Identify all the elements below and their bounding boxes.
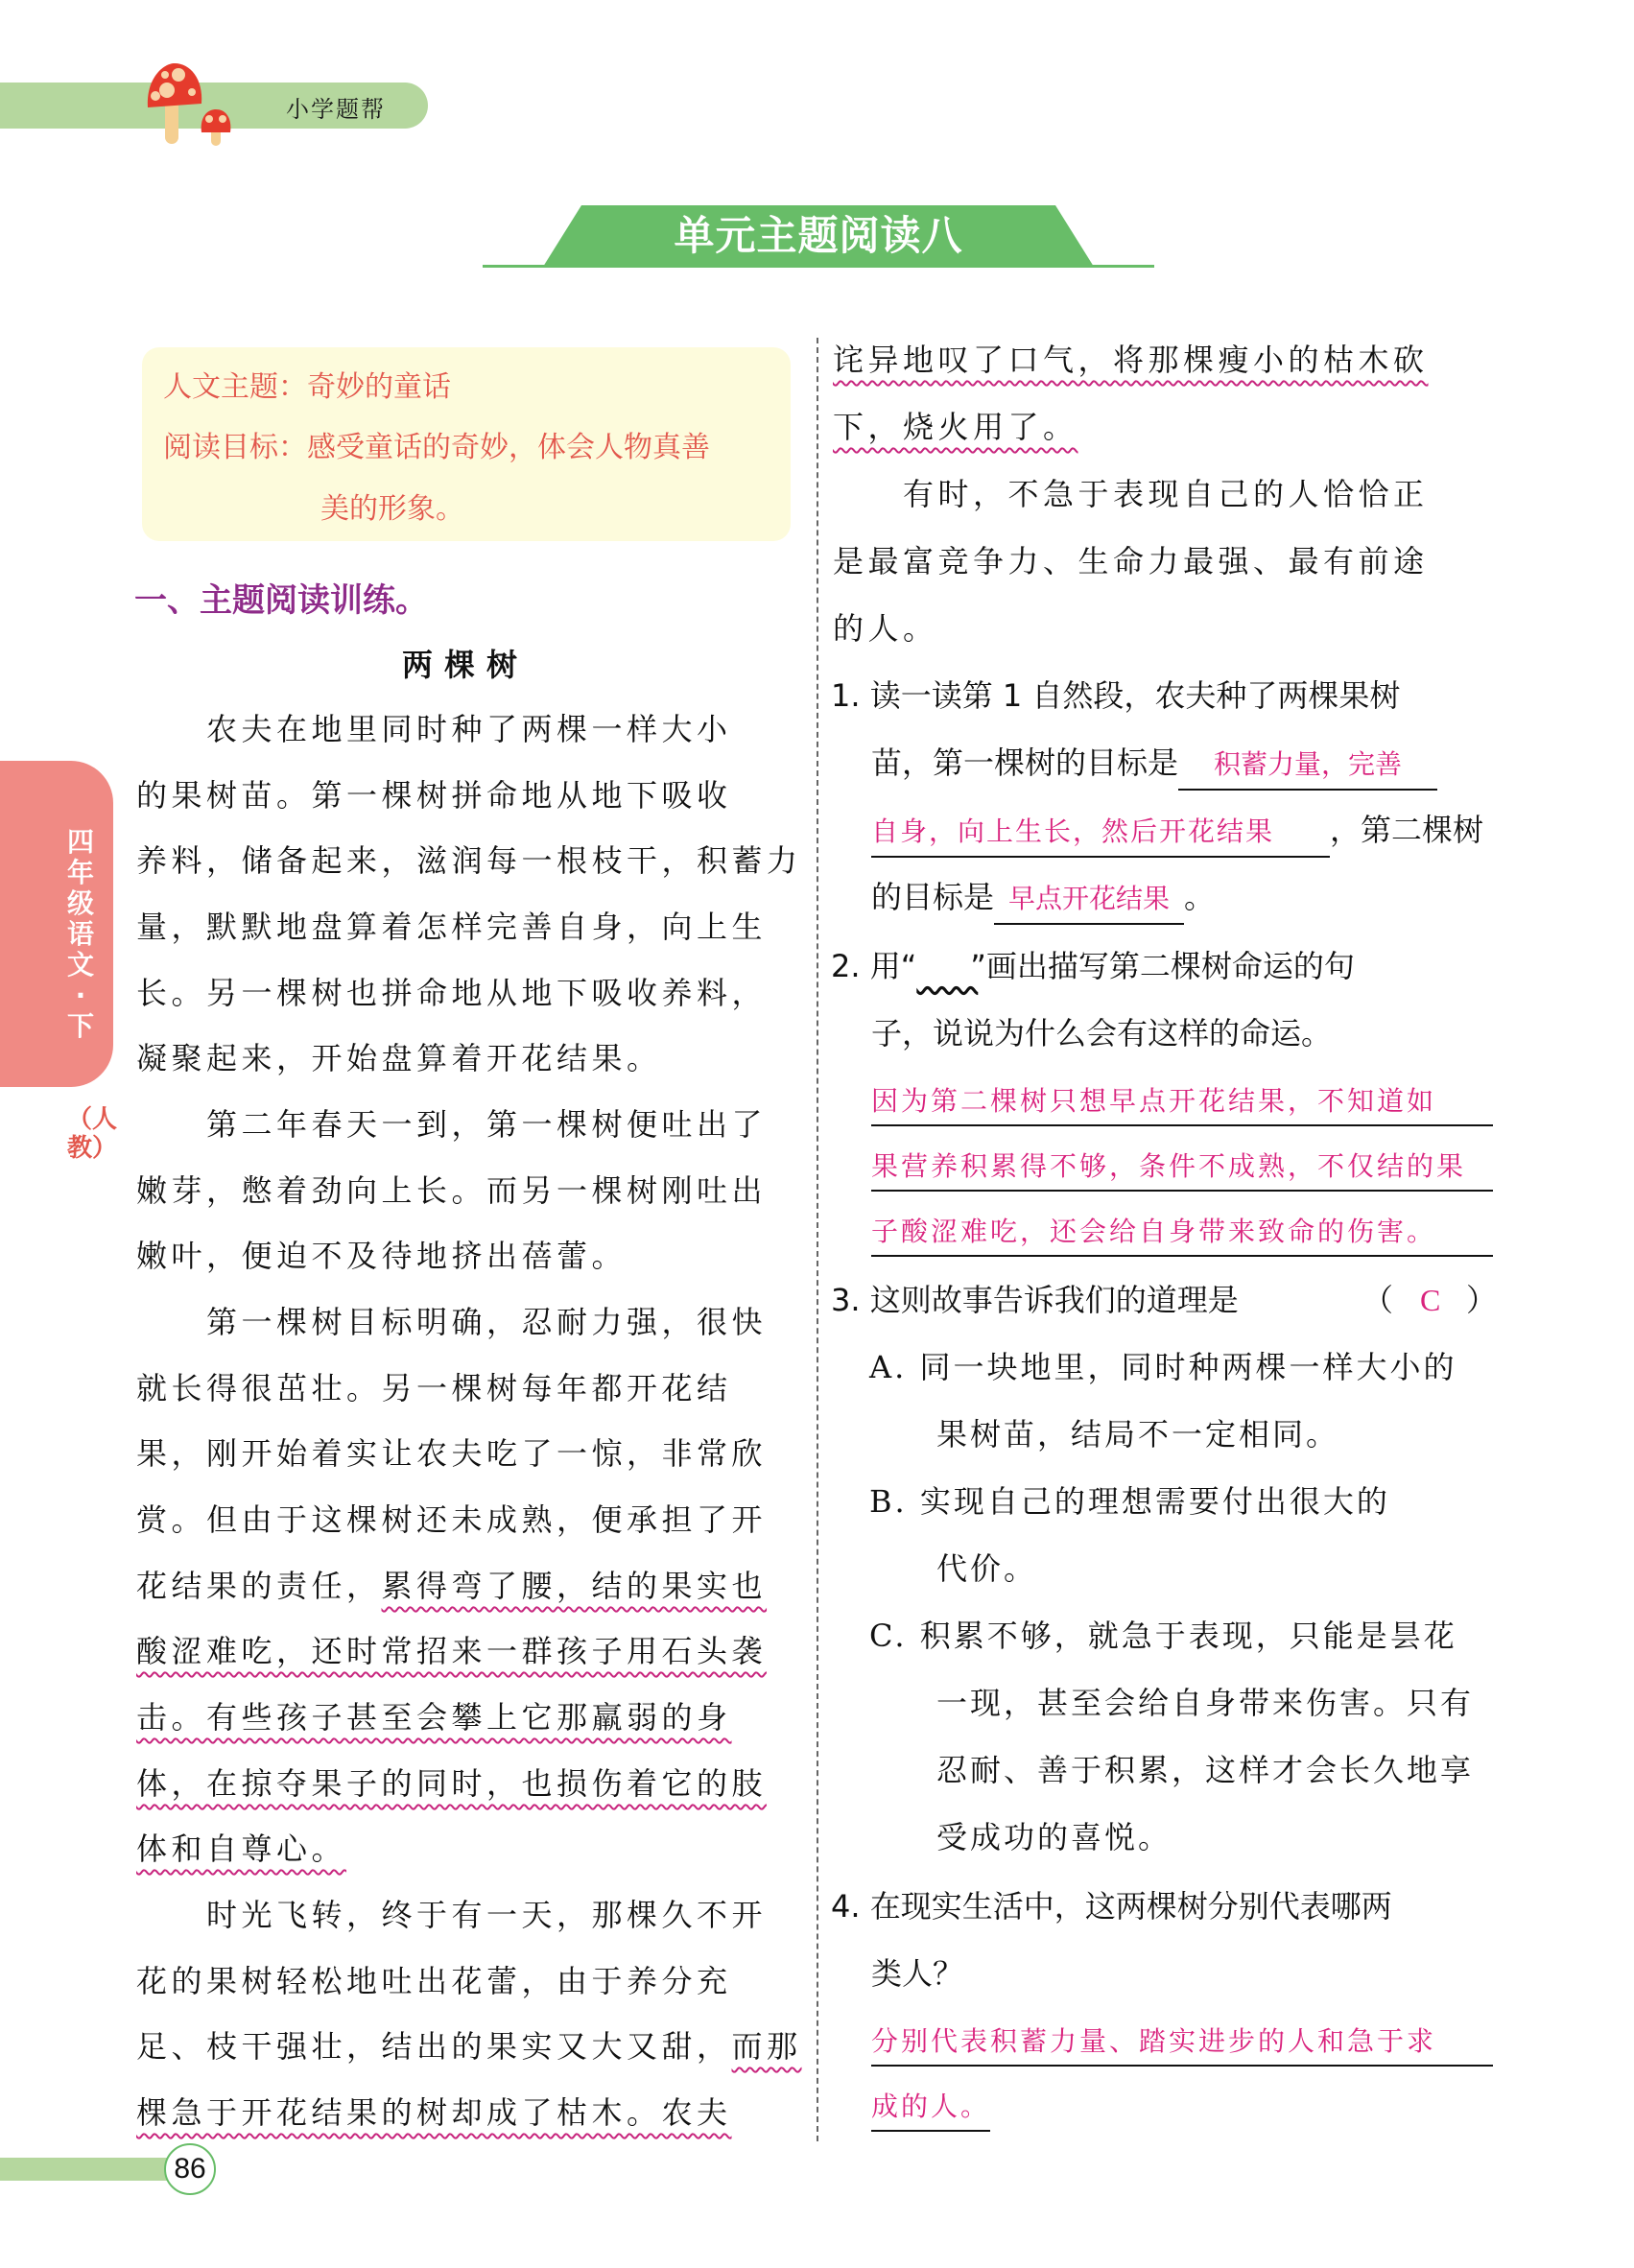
story-line <box>136 1825 798 1873</box>
answer-line[interactable]: 分别代表积蓄力量、踏实进步的人和急于求 <box>871 2019 1493 2067</box>
answer-choice[interactable]: C <box>1420 1283 1441 1317</box>
story-line: 凝聚起来，开始盘算着开花结果。 <box>136 1040 662 1076</box>
side-tab <box>0 761 113 1087</box>
story-line: 嫩芽，憋着劲向上长。而另一棵树刚吐出 <box>136 1172 768 1209</box>
question-1-line4: 的目标是 早点开花结果 。 <box>871 873 1215 925</box>
grade-label: 四年级语文·下 <box>66 826 94 1042</box>
publisher-label: （人教） <box>67 1105 118 1163</box>
answer-paren-close: ） <box>1466 1282 1498 1318</box>
wavy-underlined-text: 而那 <box>731 2028 802 2065</box>
story-line: 第一棵树目标明确，忍耐力强，很快 <box>136 1304 768 1340</box>
story-line: 花的果树轻松地吐出花蕾，由于养分充 <box>136 1963 732 1999</box>
option-c-cont: 一现，甚至会给自身带来伤害。只有 <box>869 1685 1475 1721</box>
question-4-stem: 4. 在现实生活中，这两棵树分别代表哪两 <box>831 1888 1392 1925</box>
story-line <box>833 336 1495 384</box>
column-divider <box>817 338 818 2141</box>
question-3-stem: 3. 这则故事告诉我们的道理是 <box>831 1282 1239 1318</box>
footer-band <box>0 2158 171 2181</box>
wavy-line-symbol <box>916 942 970 990</box>
option-a: A. 同一块地里，同时种两棵一样大小的 <box>869 1349 1457 1385</box>
option-c: C. 积累不够，就急于表现，只能是昙花 <box>869 1618 1457 1654</box>
story-line: 果，刚开始着实让农夫吃了一惊，非常欣 <box>136 1435 768 1472</box>
story-line: 有时，不急于表现自己的人恰恰正 <box>833 476 1429 512</box>
wavy-underlined-text: 诧异地叹了口气，将那棵瘦小的枯木砍 <box>833 342 1429 378</box>
story-line: 农夫在地里同时种了两棵一样大小 <box>136 711 732 747</box>
answer-line[interactable]: 子酸涩难吃，还会给自身带来致命的伤害。 <box>871 1209 1493 1257</box>
answer-line[interactable]: 果营养积累得不够，条件不成熟，不仅结的果 <box>871 1144 1493 1192</box>
story-line: 就长得很茁壮。另一棵树每年都开花结 <box>136 1370 732 1406</box>
story-line: 的果树苗。第一棵树拼命地从地下吸收 <box>136 777 732 814</box>
wavy-underlined-text: 酸涩难吃，还时常招来一群孩子用石头袭 <box>136 1633 768 1669</box>
question-1-line3: 自身，向上生长，然后开花结果 ，第二棵树 <box>871 806 1483 858</box>
story-line <box>833 403 1495 451</box>
wavy-underlined-text: 击。有些孩子甚至会攀上它那羸弱的身 <box>136 1699 732 1736</box>
answer-blank[interactable]: 早点开花结果 <box>994 875 1184 925</box>
story-line: 足、枝干强壮，结出的果实又大又甜，而那 <box>136 2028 802 2065</box>
page-title: 单元主题阅读八 <box>674 212 963 259</box>
story-line: 嫩叶，便迫不及待地挤出蓓蕾。 <box>136 1238 628 1274</box>
story-line: 时光飞转，终于有一天，那棵久不开 <box>136 1897 768 1933</box>
story-line: 花结果的责任，累得弯了腰，结的果实也 <box>136 1568 768 1604</box>
answer-blank[interactable]: 积蓄力量，完善 <box>1178 741 1437 791</box>
page-number: 86 <box>164 2143 216 2195</box>
theme-label: 人文主题：奇妙的童话 <box>163 370 451 404</box>
story-line: 量，默默地盘算着怎样完善自身，向上生 <box>136 909 768 945</box>
option-a-cont: 果树苗，结局不一定相同。 <box>869 1416 1340 1453</box>
story-line: 第二年春天一到，第一棵树便吐出了 <box>136 1106 768 1143</box>
wavy-underlined-text: 累得弯了腰，结的果实也 <box>381 1568 768 1604</box>
option-c-cont: 忍耐、善于积累，这样才会长久地享 <box>869 1752 1475 1788</box>
story-line: 长。另一棵树也拼命地从地下吸收养料， <box>136 975 768 1011</box>
question-4-line2: 类人？ <box>871 1955 964 1992</box>
answer-blank[interactable]: 自身，向上生长，然后开花结果 <box>871 808 1330 858</box>
brand-label: 小学题帮 <box>286 96 386 123</box>
option-b-cont: 代价。 <box>869 1550 1038 1587</box>
option-c-cont: 受成功的喜悦。 <box>869 1819 1172 1855</box>
story-line <box>136 1760 798 1807</box>
answer-paren-open: （ <box>1362 1282 1394 1318</box>
question-1-line2: 苗，第一棵树的目标是 积蓄力量，完善 <box>871 739 1437 791</box>
answer-line[interactable]: 因为第二棵树只想早点开花结果，不知道如 <box>871 1078 1493 1126</box>
story-line: 是最富竞争力、生命力最强、最有前途 <box>833 543 1429 579</box>
question-2-line2: 子，说说为什么会有这样的命运。 <box>871 1015 1333 1051</box>
wavy-underlined-text: 体，在掠夺果子的同时，也损伤着它的肢 <box>136 1765 768 1802</box>
story-line <box>136 1693 798 1741</box>
story-line <box>136 1627 798 1675</box>
question-2-stem: 2. 用“ ”画出描写第二棵树命运的句 <box>831 942 1355 990</box>
option-b: B. 实现自己的理想需要付出很大的 <box>869 1483 1390 1520</box>
story-title: 两棵树 <box>401 647 529 683</box>
story-line <box>136 2089 798 2137</box>
mushroom-icon <box>144 58 240 149</box>
answer-line[interactable]: 成的人。 <box>871 2084 990 2132</box>
wavy-underlined-text: 体和自尊心。 <box>136 1831 347 1867</box>
question-1-stem: 1. 读一读第 1 自然段，农夫种了两棵果树 <box>831 677 1401 714</box>
goal-label-cont: 美的形象。 <box>320 492 464 526</box>
story-line: 赏。但由于这棵树还未成熟，便承担了开 <box>136 1501 768 1538</box>
story-line: 的人。 <box>833 610 938 647</box>
section-heading: 一、主题阅读训练。 <box>134 581 428 620</box>
wavy-underlined-text: 下，烧火用了。 <box>833 409 1078 445</box>
goal-label: 阅读目标：感受童话的奇妙，体会人物真善 <box>163 431 710 464</box>
story-line: 养料，储备起来，滋润每一根枝干，积蓄力 <box>136 842 802 879</box>
wavy-underlined-text: 棵急于开花结果的树却成了枯木。农夫 <box>136 2094 732 2131</box>
